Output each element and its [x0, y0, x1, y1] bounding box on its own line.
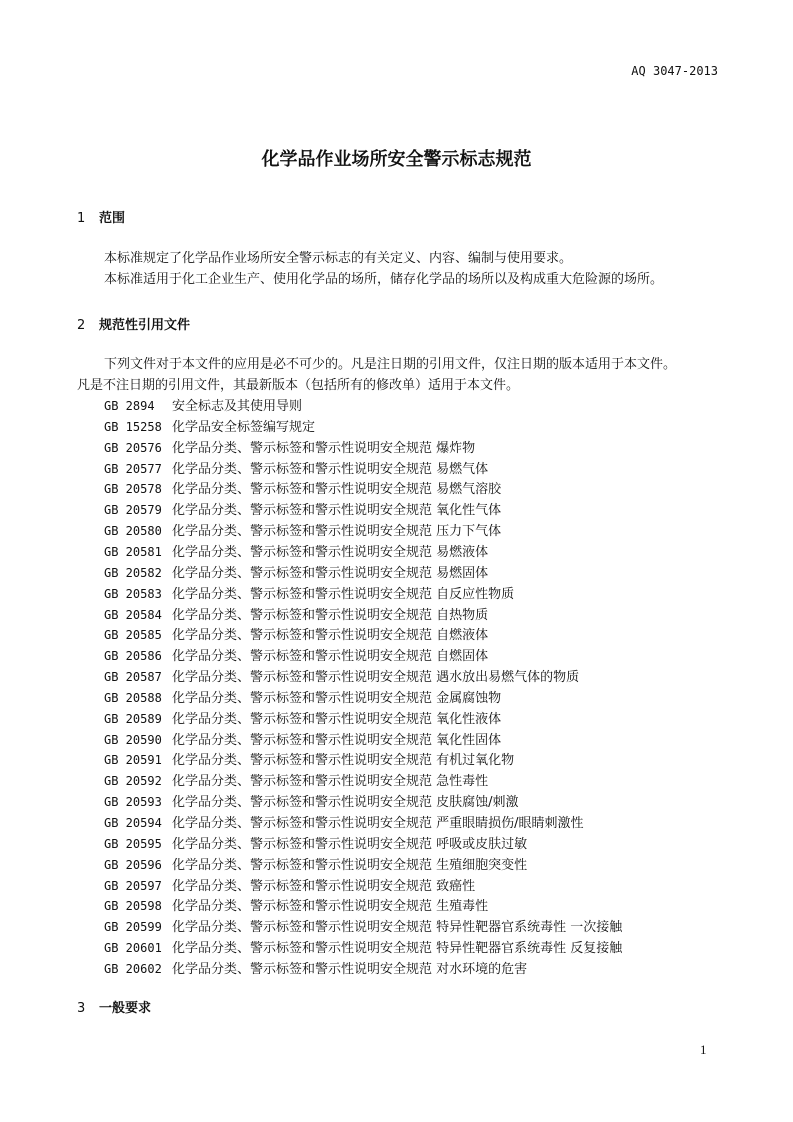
reference-code: GB 20598 — [104, 899, 162, 914]
reference-item — [104, 958, 527, 979]
section-3-heading — [77, 997, 151, 1016]
reference-title: 化学品分类、警示标签和警示性说明安全规范 特异性靶器官系统毒性 一次接触 — [172, 920, 623, 936]
reference-title: 化学品分类、警示标签和警示性说明安全规范 氧化性气体 — [172, 503, 502, 519]
section-number: 3 — [77, 1001, 86, 1016]
reference-code: GB 20596 — [104, 857, 162, 872]
reference-title: 化学品分类、警示标签和警示性说明安全规范 自燃液体 — [172, 628, 489, 644]
reference-item — [104, 604, 488, 625]
reference-code: GB 20584 — [104, 607, 162, 622]
section-number: 2 — [77, 318, 86, 333]
reference-item — [104, 624, 488, 645]
reference-title: 化学品分类、警示标签和警示性说明安全规范 致癌性 — [172, 878, 476, 894]
reference-item — [104, 478, 501, 499]
reference-item — [104, 854, 527, 875]
section-1-heading — [77, 207, 125, 226]
section-title: 范围 — [99, 211, 126, 226]
reference-title: 化学品分类、警示标签和警示性说明安全规范 压力下气体 — [172, 524, 502, 540]
reference-code: GB 20602 — [104, 961, 162, 976]
reference-title: 化学品分类、警示标签和警示性说明安全规范 对水环境的危害 — [172, 961, 528, 977]
reference-code: GB 20585 — [104, 628, 162, 643]
reference-item — [104, 499, 501, 520]
reference-code: GB 20588 — [104, 690, 162, 705]
reference-item — [104, 645, 488, 666]
reference-code: GB 2894 — [104, 399, 155, 413]
reference-title: 化学品分类、警示标签和警示性说明安全规范 易燃固体 — [172, 565, 489, 581]
reference-item — [104, 437, 475, 458]
reference-code: GB 15258 — [104, 419, 162, 434]
reference-code: GB 20595 — [104, 836, 162, 851]
reference-code: GB 20581 — [104, 544, 162, 559]
scope-paragraph-2: 本标准适用于化工企业生产、使用化学品的场所，储存化学品的场所以及构成重大危险源的场所。 — [104, 272, 664, 287]
reference-item — [104, 687, 501, 708]
reference-title: 化学品分类、警示标签和警示性说明安全规范 氧化性液体 — [172, 711, 502, 727]
reference-code: GB 20576 — [104, 440, 162, 455]
standard-code: AQ 3047-2013 — [631, 64, 718, 78]
reference-code: GB 20594 — [104, 816, 162, 830]
reference-item — [104, 541, 488, 562]
reference-code: GB 20599 — [104, 920, 162, 935]
reference-code: GB 20580 — [104, 524, 162, 539]
section-2-heading — [77, 314, 190, 333]
reference-code: GB 20577 — [104, 461, 162, 476]
reference-code: GB 20593 — [104, 795, 162, 810]
reference-code: GB 20579 — [104, 503, 162, 518]
reference-title: 化学品分类、警示标签和警示性说明安全规范 易燃液体 — [172, 544, 489, 560]
section-title: 规范性引用文件 — [99, 318, 191, 333]
reference-code: GB 20592 — [104, 774, 162, 789]
references-intro-line-2: 凡是不注日期的引用文件，其最新版本（包括所有的修改单）适用于本文件。 — [77, 378, 520, 393]
reference-title: 化学品分类、警示标签和警示性说明安全规范 易燃气溶胶 — [172, 482, 502, 498]
reference-item — [104, 749, 514, 770]
reference-item — [104, 875, 475, 896]
reference-item — [104, 708, 501, 729]
reference-title: 化学品分类、警示标签和警示性说明安全规范 金属腐蚀物 — [172, 690, 502, 706]
document-title: 化学品作业场所安全警示标志规范 — [261, 149, 532, 170]
reference-item — [104, 562, 488, 583]
scope-paragraph-1: 本标准规定了化学品作业场所安全警示标志的有关定义、内容、编制与使用要求。 — [104, 251, 573, 266]
reference-title: 化学品分类、警示标签和警示性说明安全规范 遇水放出易燃气体的物质 — [172, 670, 580, 686]
reference-title: 化学品分类、警示标签和警示性说明安全规范 易燃气体 — [172, 461, 489, 477]
reference-title: 化学品分类、警示标签和警示性说明安全规范 自燃固体 — [172, 649, 489, 665]
reference-code: GB 20591 — [104, 753, 162, 768]
reference-title: 化学品分类、警示标签和警示性说明安全规范 自反应性物质 — [172, 586, 515, 602]
reference-code: GB 20597 — [104, 878, 162, 893]
reference-item — [104, 395, 302, 416]
reference-title: 化学品分类、警示标签和警示性说明安全规范 特异性靶器官系统毒性 反复接触 — [172, 941, 623, 957]
reference-item — [104, 583, 514, 604]
page-number: 1 — [700, 1042, 707, 1057]
reference-item — [104, 916, 622, 937]
reference-item — [104, 833, 527, 854]
reference-item — [104, 520, 501, 541]
reference-title: 化学品分类、警示标签和警示性说明安全规范 氧化性固体 — [172, 732, 502, 748]
reference-item — [104, 895, 488, 916]
reference-code: GB 20578 — [104, 482, 162, 497]
reference-title: 化学品分类、警示标签和警示性说明安全规范 呼吸或皮肤过敏 — [172, 836, 528, 852]
reference-code: GB 20582 — [104, 565, 162, 580]
reference-item — [104, 937, 622, 958]
reference-code: GB 20590 — [104, 732, 162, 747]
reference-code: GB 20589 — [104, 711, 162, 726]
reference-title: 化学品分类、警示标签和警示性说明安全规范 急性毒性 — [172, 774, 489, 790]
reference-title: 安全标志及其使用导则 — [172, 399, 303, 414]
reference-title: 化学品安全标签编写规定 — [172, 419, 316, 435]
reference-title: 化学品分类、警示标签和警示性说明安全规范 生殖毒性 — [172, 899, 489, 915]
section-title: 一般要求 — [99, 1001, 152, 1016]
reference-code: GB 20586 — [104, 649, 162, 664]
reference-item — [104, 458, 488, 479]
reference-code: GB 20583 — [104, 586, 162, 601]
reference-title: 化学品分类、警示标签和警示性说明安全规范 生殖细胞突变性 — [172, 857, 528, 873]
reference-item — [104, 812, 584, 833]
references-intro-line-1: 下列文件对于本文件的应用是必不可少的。凡是注日期的引用文件，仅注日期的版本适用于本文件。 — [104, 357, 677, 372]
reference-title: 化学品分类、警示标签和警示性说明安全规范 皮肤腐蚀/刺激 — [172, 795, 519, 811]
reference-title: 化学品分类、警示标签和警示性说明安全规范 严重眼睛损伤/眼睛刺激性 — [172, 816, 584, 831]
reference-item — [104, 416, 315, 437]
reference-title: 化学品分类、警示标签和警示性说明安全规范 有机过氧化物 — [172, 753, 515, 769]
reference-code: GB 20601 — [104, 941, 162, 956]
reference-title: 化学品分类、警示标签和警示性说明安全规范 自热物质 — [172, 607, 489, 623]
section-number: 1 — [77, 211, 86, 226]
reference-item — [104, 666, 579, 687]
reference-item — [104, 770, 488, 791]
reference-title: 化学品分类、警示标签和警示性说明安全规范 爆炸物 — [172, 440, 476, 456]
reference-item — [104, 791, 519, 812]
reference-code: GB 20587 — [104, 670, 162, 685]
reference-item — [104, 729, 501, 750]
